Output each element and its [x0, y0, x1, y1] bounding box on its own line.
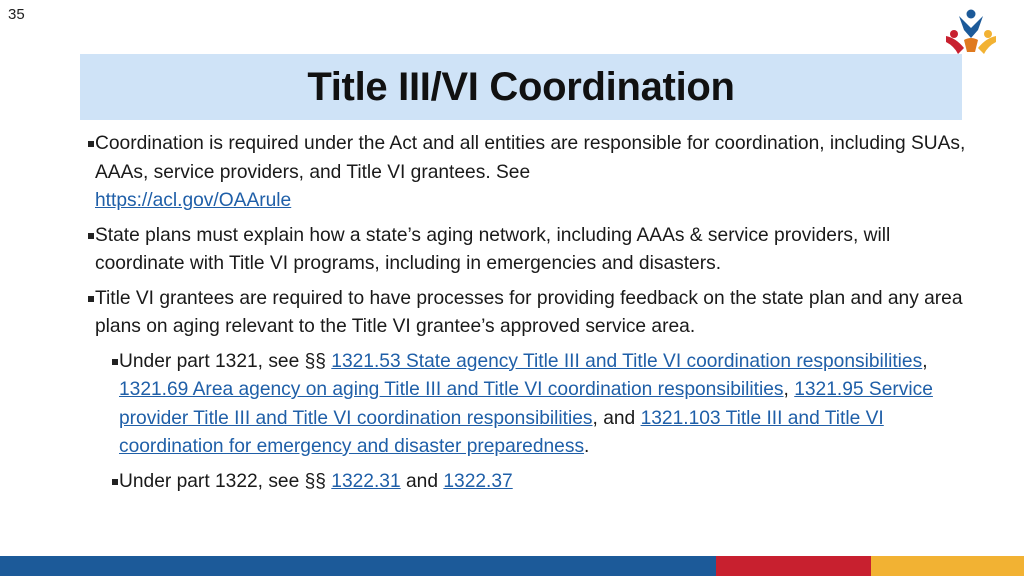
bullet-square-icon [88, 296, 94, 302]
separator: , and [592, 407, 636, 429]
separator: and [406, 470, 439, 492]
bullet-square-icon [112, 479, 118, 485]
page-title: Title III/VI Coordination [307, 64, 735, 109]
separator: , [783, 379, 789, 400]
bullet-text: Coordination is required under the Act and all entities are responsible for coordination, including SUAs, AAAs, service providers, and Title VI grantees. See [95, 133, 966, 183]
link-1321-103[interactable]: 1321.103 Title III and Title VI coordination for emergency and disaster preparedness [119, 407, 884, 457]
link-1322-31[interactable]: 1322.31 [331, 470, 401, 492]
link-1322-37[interactable]: 1322.37 [443, 470, 513, 492]
bullet-coordination [88, 130, 968, 216]
acl-logo-icon [942, 8, 1000, 56]
link-1321-69[interactable]: 1321.69 Area agency on aging Title III and Title VI coordination responsibilities [119, 379, 784, 400]
separator: , [922, 350, 928, 372]
subbullet-prefix: Under part 1321, see §§ [119, 350, 326, 372]
bullet-text: State plans must explain how a state’s aging network, including AAAs & service providers, will coordinate with Title VI programs, including in emergencies and disasters. [95, 224, 891, 274]
content-body [88, 130, 968, 502]
bullet-text: Title VI grantees are required to have processes for providing feedback on the state plan and any area plans on aging relevant to the Title VI grantee’s approved service area. [95, 287, 963, 337]
bullet-square-icon [88, 141, 94, 147]
title-band [80, 54, 962, 120]
bullet-square-icon [88, 233, 94, 239]
page-number: 35 [8, 6, 25, 23]
link-1321-53[interactable]: 1321.53 State agency Title III and Title VI coordination responsibilities [331, 350, 923, 372]
subbullet-part-1321 [112, 348, 968, 462]
footer-red-segment [716, 556, 871, 576]
footer-gold-segment [871, 556, 1024, 576]
bullet-title-vi-grantees [88, 285, 968, 342]
link-1321-95[interactable]: 1321.95 Service provider Title III and Title VI coordination responsibilities [119, 379, 933, 429]
footer-color-bar [0, 556, 1024, 576]
subbullet-part-1322 [112, 468, 968, 497]
oaarule-link[interactable]: https://acl.gov/OAArule [95, 190, 292, 211]
period: . [584, 436, 590, 457]
footer-blue-segment [0, 556, 716, 576]
bullet-square-icon [112, 359, 118, 365]
bullet-state-plans [88, 222, 968, 279]
subbullet-prefix: Under part 1322, see §§ [119, 470, 326, 492]
